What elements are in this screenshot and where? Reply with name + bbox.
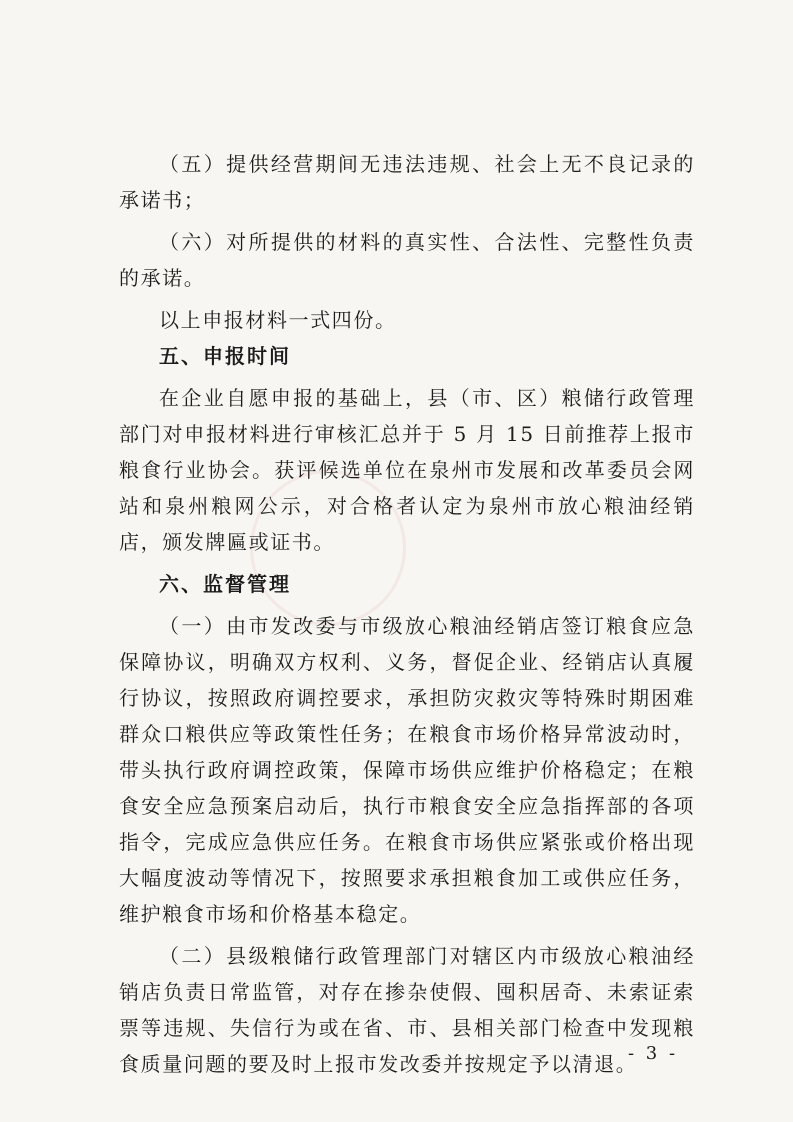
paragraph-item-5: （五）提供经营期间无违法违规、社会上无不良记录的承诺书；: [119, 152, 695, 212]
section-heading-6: 六、监督管理: [159, 572, 291, 596]
paragraph-item-6: （六）对所提供的材料的真实性、合法性、完整性负责的承诺。: [119, 230, 695, 290]
paragraph-supervision-1: （一）由市发改委与市级放心粮油经销店签订粮食应急保障协议，明确双方权利、义务，督促企业、经销店认真履行协议，按照政府调控要求，承担防灾救灾等特殊时期困难群众口粮供应等政策性任务；在粮食市场价格异常波动时，带头执行政府调控政策，保障市场供应维护价格稳定；在粮食安全应急预案启动后，执行市粮食安全应急指挥部的各项指令，完成应急供应任务。在粮食市场供应紧张或价格出现大幅度波动等情况下，按照要求承担粮食加工或供应任务，维护粮食市场和价格基本稳定。: [119, 614, 695, 926]
document-body: [119, 146, 695, 1082]
paragraph-supervision-2: （二）县级粮储行政管理部门对辖区内市级放心粮油经销店负责日常监管，对存在掺杂使假、囤积居奇、未索证索票等违规、失信行为或在省、市、县相关部门检查中发现粮食质量问题的要及时上报市发改委并按规定予以清退。: [119, 944, 695, 1076]
section-heading-5: 五、申报时间: [159, 344, 291, 368]
page-number: - 3 -: [628, 1043, 679, 1064]
paragraph-application-time: 在企业自愿申报的基础上，县（市、区）粮储行政管理部门对申报材料进行审核汇总并于 5 月 15 日前推荐上报市粮食行业协会。获评候选单位在泉州市发展和改革委员会网站和泉州粮网公示，对合格者认定为泉州市放心粮油经销店，颁发牌匾或证书。: [119, 386, 695, 554]
paragraph-copies: 以上申报材料一式四份。: [159, 308, 397, 332]
